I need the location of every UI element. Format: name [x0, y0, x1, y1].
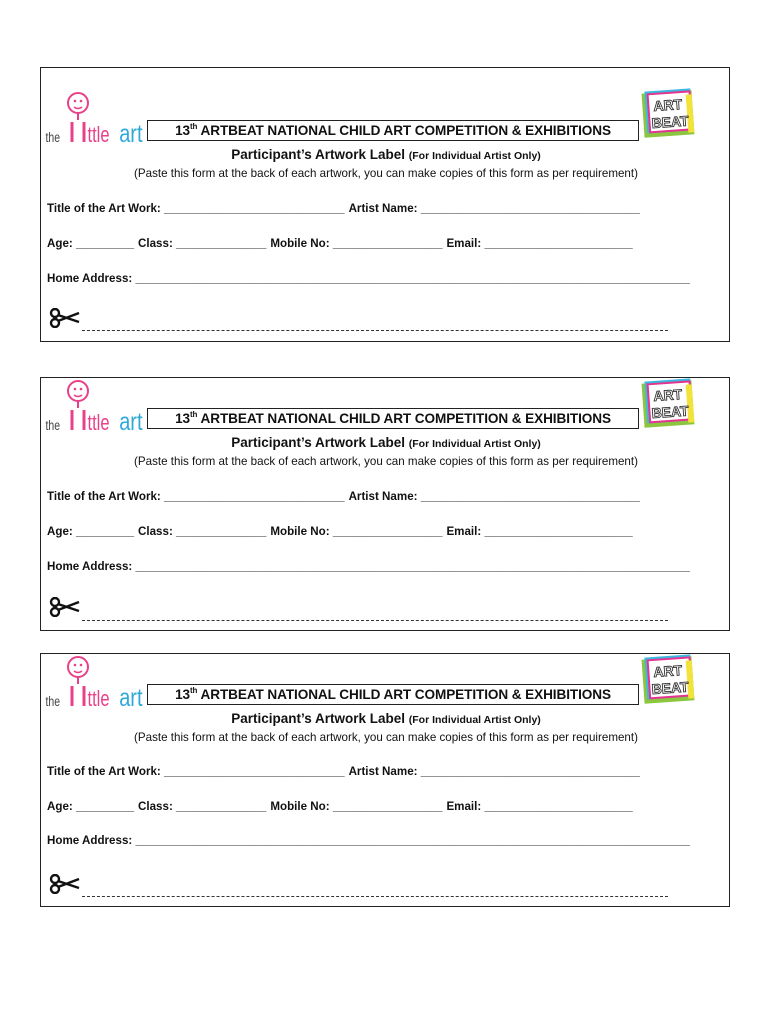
cut-line [82, 620, 668, 621]
title-artist-row [47, 765, 640, 778]
svg-text:ttle: ttle [87, 410, 110, 436]
class-field[interactable]: ______________ [176, 800, 267, 813]
art-title-label: Title of the Art Work: [47, 765, 165, 778]
title-artist-row [47, 490, 640, 503]
email-field[interactable]: _______________________ [484, 237, 633, 250]
mobile-field[interactable]: _________________ [332, 237, 443, 250]
svg-text:ART: ART [652, 386, 683, 404]
svg-text:art: art [119, 119, 143, 148]
email-field[interactable]: _______________________ [484, 800, 633, 813]
art-title-label: Title of the Art Work: [47, 490, 165, 503]
age-field[interactable]: _________ [75, 237, 135, 250]
label-subtitle: Participant’s Artwork Label (For Individual Artist Only) [231, 435, 541, 450]
artist-name-field[interactable]: __________________________________ [420, 765, 640, 778]
mobile-field[interactable]: _________________ [332, 800, 443, 813]
little-art-logo [44, 654, 152, 712]
class-field[interactable]: ______________ [176, 525, 267, 538]
artist-name-field[interactable]: __________________________________ [420, 202, 640, 215]
home-address-label: Home Address: [47, 560, 136, 573]
artwork-label-form-1 [40, 67, 730, 342]
artist-name-label: Artist Name: [348, 765, 421, 778]
svg-text:art: art [119, 407, 143, 436]
paste-instruction: (Paste this form at the back of each artwork, you can make copies of this form as per requirement) [134, 731, 638, 744]
artist-name-field[interactable]: __________________________________ [420, 490, 640, 503]
age-label: Age: [47, 525, 76, 538]
artist-name-label: Artist Name: [348, 490, 421, 503]
home-address-label: Home Address: [47, 834, 136, 847]
title-artist-row [47, 202, 640, 215]
age-label: Age: [47, 237, 76, 250]
mobile-label: Mobile No: [270, 237, 333, 250]
age-label: Age: [47, 800, 76, 813]
paste-instruction: (Paste this form at the back of each artwork, you can make copies of this form as per requirement) [134, 455, 638, 468]
cut-line [82, 896, 668, 897]
age-field[interactable]: _________ [75, 800, 135, 813]
art-title-field[interactable]: ____________________________ [164, 490, 345, 503]
svg-text:the: the [45, 417, 61, 434]
svg-text:ttle: ttle [87, 122, 110, 148]
mobile-label: Mobile No: [270, 525, 333, 538]
competition-title: 13th ARTBEAT NATIONAL CHILD ART COMPETITION & EXHIBITIONS [147, 120, 639, 141]
art-title-field[interactable]: ____________________________ [164, 765, 345, 778]
mobile-field[interactable]: _________________ [332, 525, 443, 538]
little-art-logo [44, 378, 152, 436]
svg-text:the: the [45, 129, 61, 146]
artbeat-logo [641, 378, 697, 430]
svg-text:ttle: ttle [87, 686, 110, 712]
email-label: Email: [446, 237, 485, 250]
home-address-row [47, 272, 690, 285]
label-subtitle: Participant’s Artwork Label (For Individual Artist Only) [231, 147, 541, 162]
svg-text:BEAT: BEAT [651, 402, 690, 422]
scissors-icon [49, 308, 81, 328]
artwork-label-form-2 [40, 377, 730, 631]
age-class-mobile-email-row [47, 525, 633, 538]
home-address-field[interactable]: ______________________________________________________________________________________ [135, 560, 691, 573]
email-label: Email: [446, 800, 485, 813]
little-art-logo [44, 90, 152, 148]
email-label: Email: [446, 525, 485, 538]
age-class-mobile-email-row [47, 237, 633, 250]
home-address-field[interactable]: ______________________________________________________________________________________ [135, 272, 691, 285]
art-title-label: Title of the Art Work: [47, 202, 165, 215]
label-subtitle: Participant’s Artwork Label (For Individual Artist Only) [231, 711, 541, 726]
class-label: Class: [138, 800, 177, 813]
email-field[interactable]: _______________________ [484, 525, 633, 538]
age-class-mobile-email-row [47, 800, 633, 813]
home-address-field[interactable]: ______________________________________________________________________________________ [135, 834, 691, 847]
artbeat-logo [641, 654, 697, 706]
svg-text:ART: ART [652, 662, 683, 680]
svg-text:BEAT: BEAT [651, 678, 690, 698]
art-title-field[interactable]: ____________________________ [164, 202, 345, 215]
home-address-label: Home Address: [47, 272, 136, 285]
mobile-label: Mobile No: [270, 800, 333, 813]
home-address-row [47, 560, 690, 573]
class-label: Class: [138, 237, 177, 250]
class-field[interactable]: ______________ [176, 237, 267, 250]
scissors-icon [49, 597, 81, 617]
class-label: Class: [138, 525, 177, 538]
competition-title: 13th ARTBEAT NATIONAL CHILD ART COMPETITION & EXHIBITIONS [147, 408, 639, 429]
svg-text:the: the [45, 693, 61, 710]
svg-text:BEAT: BEAT [651, 112, 690, 132]
paste-instruction: (Paste this form at the back of each artwork, you can make copies of this form as per requirement) [134, 167, 638, 180]
artwork-label-form-3 [40, 653, 730, 907]
competition-title: 13th ARTBEAT NATIONAL CHILD ART COMPETITION & EXHIBITIONS [147, 684, 639, 705]
svg-text:ART: ART [652, 96, 683, 114]
scissors-icon [49, 874, 81, 894]
home-address-row [47, 834, 690, 847]
age-field[interactable]: _________ [75, 525, 135, 538]
svg-text:art: art [119, 683, 143, 712]
artbeat-logo [641, 88, 697, 140]
artist-name-label: Artist Name: [348, 202, 421, 215]
cut-line [82, 330, 668, 331]
